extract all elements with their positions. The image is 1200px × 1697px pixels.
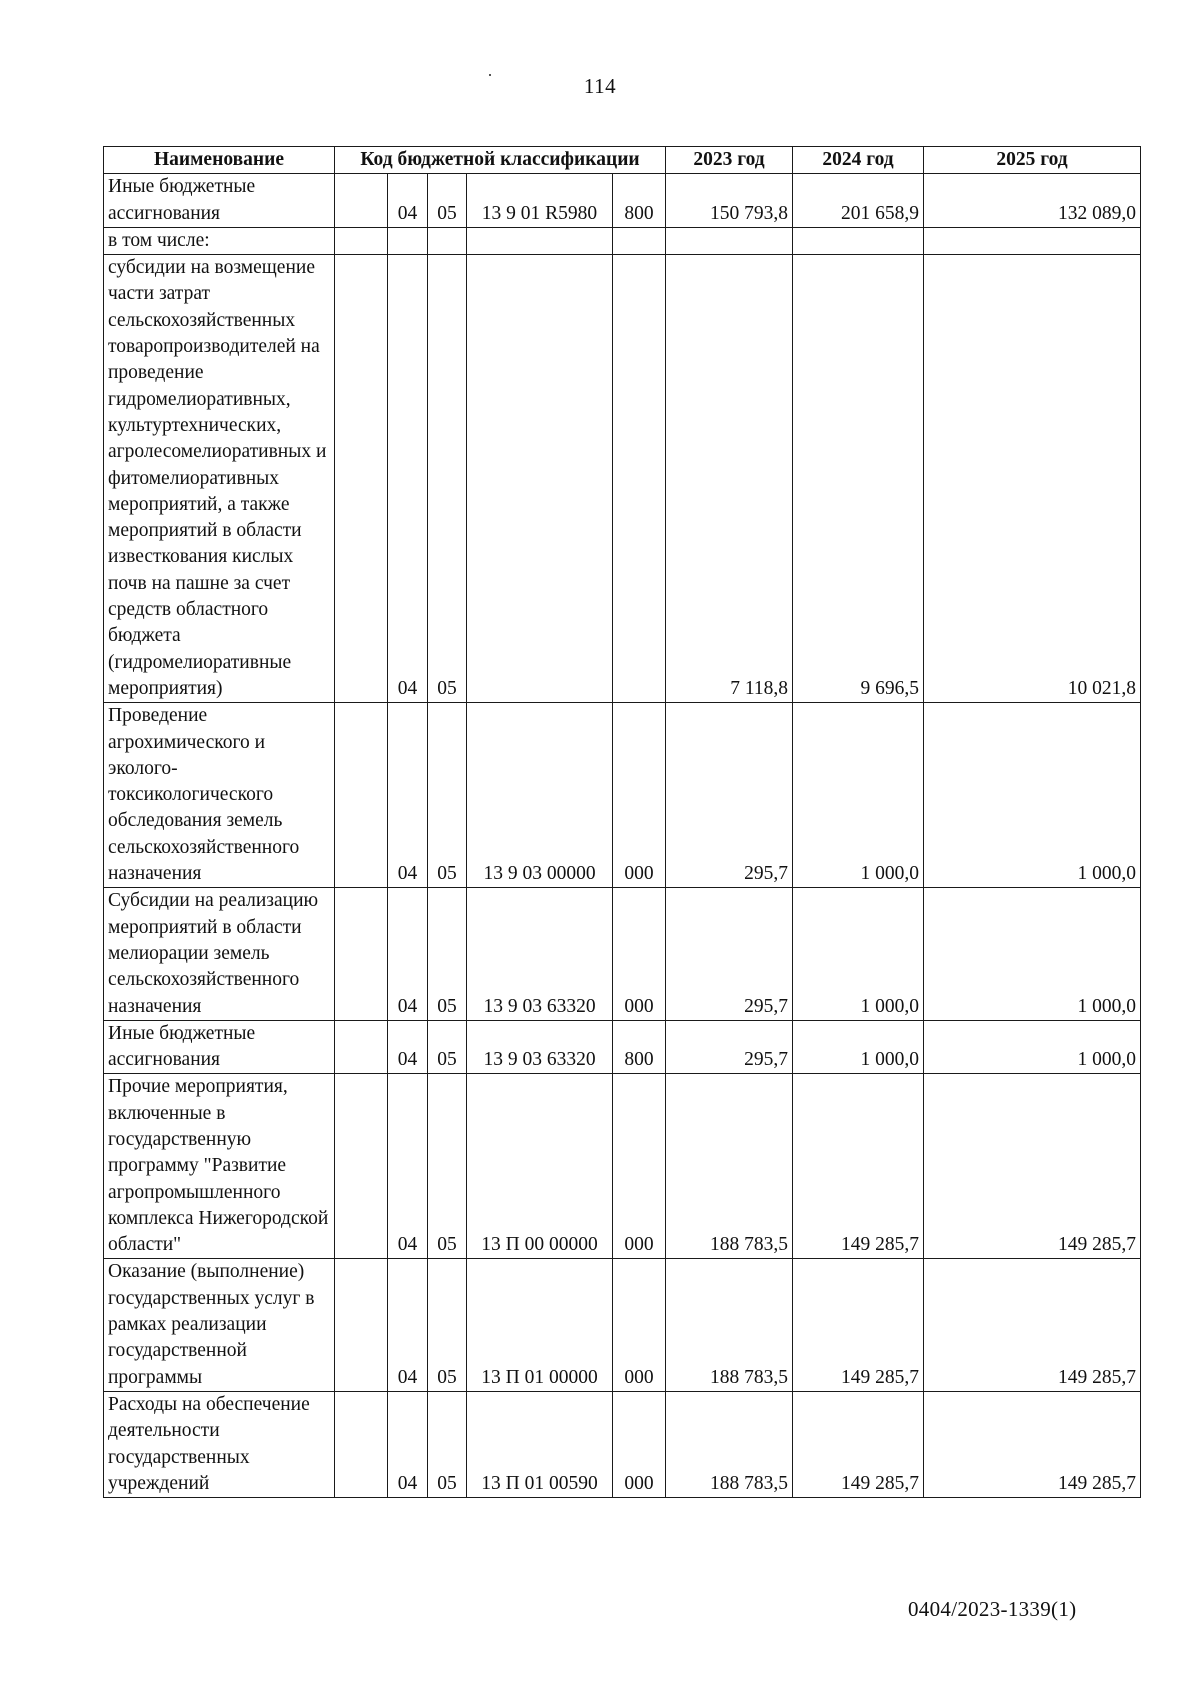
row-value-2024: 1 000,0 bbox=[793, 703, 924, 888]
row-value-2025: 1 000,0 bbox=[924, 1020, 1141, 1074]
row-code-2: 04 bbox=[388, 1020, 428, 1074]
row-code-1 bbox=[335, 174, 388, 228]
row-value-2024 bbox=[793, 227, 924, 254]
row-value-2025: 149 285,7 bbox=[924, 1391, 1141, 1497]
row-value-2025: 10 021,8 bbox=[924, 255, 1141, 703]
row-code-5: 800 bbox=[613, 1020, 666, 1074]
row-name: в том числе: bbox=[104, 227, 335, 254]
row-value-2023: 188 783,5 bbox=[666, 1259, 793, 1391]
row-value-2023: 295,7 bbox=[666, 888, 793, 1020]
row-name: Субсидии на реализацию мероприятий в области мелиорации земель сельскохозяйственного назначения bbox=[104, 888, 335, 1020]
row-code-4: 13 9 03 00000 bbox=[467, 703, 613, 888]
row-code-5 bbox=[613, 255, 666, 703]
table-row bbox=[104, 227, 1141, 254]
row-code-4: 13 9 03 63320 bbox=[467, 1020, 613, 1074]
row-value-2024: 201 658,9 bbox=[793, 174, 924, 228]
header-name: Наименование bbox=[104, 147, 335, 174]
row-name: Оказание (выполнение) государственных услуг в рамках реализации государственной программы bbox=[104, 1259, 335, 1391]
row-code-2 bbox=[388, 227, 428, 254]
row-code-3 bbox=[428, 227, 467, 254]
row-name: Прочие мероприятия, включенные в государственную программу "Развитие агропромышленного комплекса Нижегородской области" bbox=[104, 1074, 335, 1259]
row-value-2024: 149 285,7 bbox=[793, 1074, 924, 1259]
row-code-1 bbox=[335, 1074, 388, 1259]
table-header-row bbox=[104, 147, 1141, 174]
table-row bbox=[104, 1020, 1141, 1074]
row-code-1 bbox=[335, 1391, 388, 1497]
row-code-1 bbox=[335, 703, 388, 888]
row-code-4: 13 П 00 00000 bbox=[467, 1074, 613, 1259]
row-value-2025: 1 000,0 bbox=[924, 703, 1141, 888]
table-row bbox=[104, 255, 1141, 703]
row-value-2025: 149 285,7 bbox=[924, 1074, 1141, 1259]
row-value-2025 bbox=[924, 227, 1141, 254]
row-code-2: 04 bbox=[388, 255, 428, 703]
row-code-4: 13 П 01 00590 bbox=[467, 1391, 613, 1497]
row-code-3: 05 bbox=[428, 703, 467, 888]
row-name: Иные бюджетные ассигнования bbox=[104, 174, 335, 228]
row-code-2: 04 bbox=[388, 888, 428, 1020]
table-row bbox=[104, 174, 1141, 228]
document-code: 0404/2023-1339(1) bbox=[908, 1597, 1077, 1621]
row-code-3: 05 bbox=[428, 888, 467, 1020]
row-value-2023: 295,7 bbox=[666, 1020, 793, 1074]
table-row bbox=[104, 1391, 1141, 1497]
row-code-1 bbox=[335, 1020, 388, 1074]
row-code-4: 13 П 01 00000 bbox=[467, 1259, 613, 1391]
row-name: Расходы на обеспечение деятельности государственных учреждений bbox=[104, 1391, 335, 1497]
row-value-2023: 188 783,5 bbox=[666, 1074, 793, 1259]
row-value-2024: 1 000,0 bbox=[793, 1020, 924, 1074]
row-code-2: 04 bbox=[388, 703, 428, 888]
row-code-2: 04 bbox=[388, 174, 428, 228]
row-code-2: 04 bbox=[388, 1391, 428, 1497]
row-code-5: 800 bbox=[613, 174, 666, 228]
row-code-5: 000 bbox=[613, 1259, 666, 1391]
table-row bbox=[104, 1259, 1141, 1391]
row-value-2024: 149 285,7 bbox=[793, 1259, 924, 1391]
header-2023: 2023 год bbox=[666, 147, 793, 174]
row-code-2: 04 bbox=[388, 1074, 428, 1259]
row-code-3: 05 bbox=[428, 255, 467, 703]
row-code-1 bbox=[335, 1259, 388, 1391]
row-value-2025: 149 285,7 bbox=[924, 1259, 1141, 1391]
row-code-4: 13 9 01 R5980 bbox=[467, 174, 613, 228]
header-2025: 2025 год bbox=[924, 147, 1141, 174]
row-value-2024: 9 696,5 bbox=[793, 255, 924, 703]
header-2024: 2024 год bbox=[793, 147, 924, 174]
row-code-5: 000 bbox=[613, 1074, 666, 1259]
row-code-3: 05 bbox=[428, 1391, 467, 1497]
row-code-2: 04 bbox=[388, 1259, 428, 1391]
row-value-2025: 132 089,0 bbox=[924, 174, 1141, 228]
scan-speck bbox=[489, 74, 491, 76]
row-code-5: 000 bbox=[613, 703, 666, 888]
row-value-2023: 295,7 bbox=[666, 703, 793, 888]
row-code-5 bbox=[613, 227, 666, 254]
row-value-2023: 7 118,8 bbox=[666, 255, 793, 703]
table-body bbox=[104, 174, 1141, 1498]
row-code-5: 000 bbox=[613, 888, 666, 1020]
page-number: 114 bbox=[583, 74, 617, 98]
row-value-2024: 149 285,7 bbox=[793, 1391, 924, 1497]
row-code-3: 05 bbox=[428, 1074, 467, 1259]
row-value-2025: 1 000,0 bbox=[924, 888, 1141, 1020]
row-name: Проведение агрохимического и эколого-токсикологического обследования земель сельскохозяйственного назначения bbox=[104, 703, 335, 888]
row-code-3: 05 bbox=[428, 1259, 467, 1391]
row-code-5: 000 bbox=[613, 1391, 666, 1497]
row-name: субсидии на возмещение части затрат сельскохозяйственных товаропроизводителей на проведение гидромелиоративных, культуртехнических, агролесомелиоративных и фитомелиоративных мероприятий, а также мероприятий в области известкования кислых почв на пашне за счет средств областного бюджета (гидромелиоративные мероприятия) bbox=[104, 255, 335, 703]
row-code-1 bbox=[335, 888, 388, 1020]
row-code-1 bbox=[335, 255, 388, 703]
row-value-2023: 150 793,8 bbox=[666, 174, 793, 228]
row-value-2023 bbox=[666, 227, 793, 254]
row-code-4: 13 9 03 63320 bbox=[467, 888, 613, 1020]
header-code: Код бюджетной классификации bbox=[335, 147, 666, 174]
row-code-3: 05 bbox=[428, 1020, 467, 1074]
row-value-2023: 188 783,5 bbox=[666, 1391, 793, 1497]
row-code-4 bbox=[467, 255, 613, 703]
table-row bbox=[104, 703, 1141, 888]
table-row bbox=[104, 1074, 1141, 1259]
row-code-1 bbox=[335, 227, 388, 254]
row-value-2024: 1 000,0 bbox=[793, 888, 924, 1020]
row-code-4 bbox=[467, 227, 613, 254]
row-code-3: 05 bbox=[428, 174, 467, 228]
budget-table bbox=[103, 146, 1141, 1498]
row-name: Иные бюджетные ассигнования bbox=[104, 1020, 335, 1074]
table-row bbox=[104, 888, 1141, 1020]
